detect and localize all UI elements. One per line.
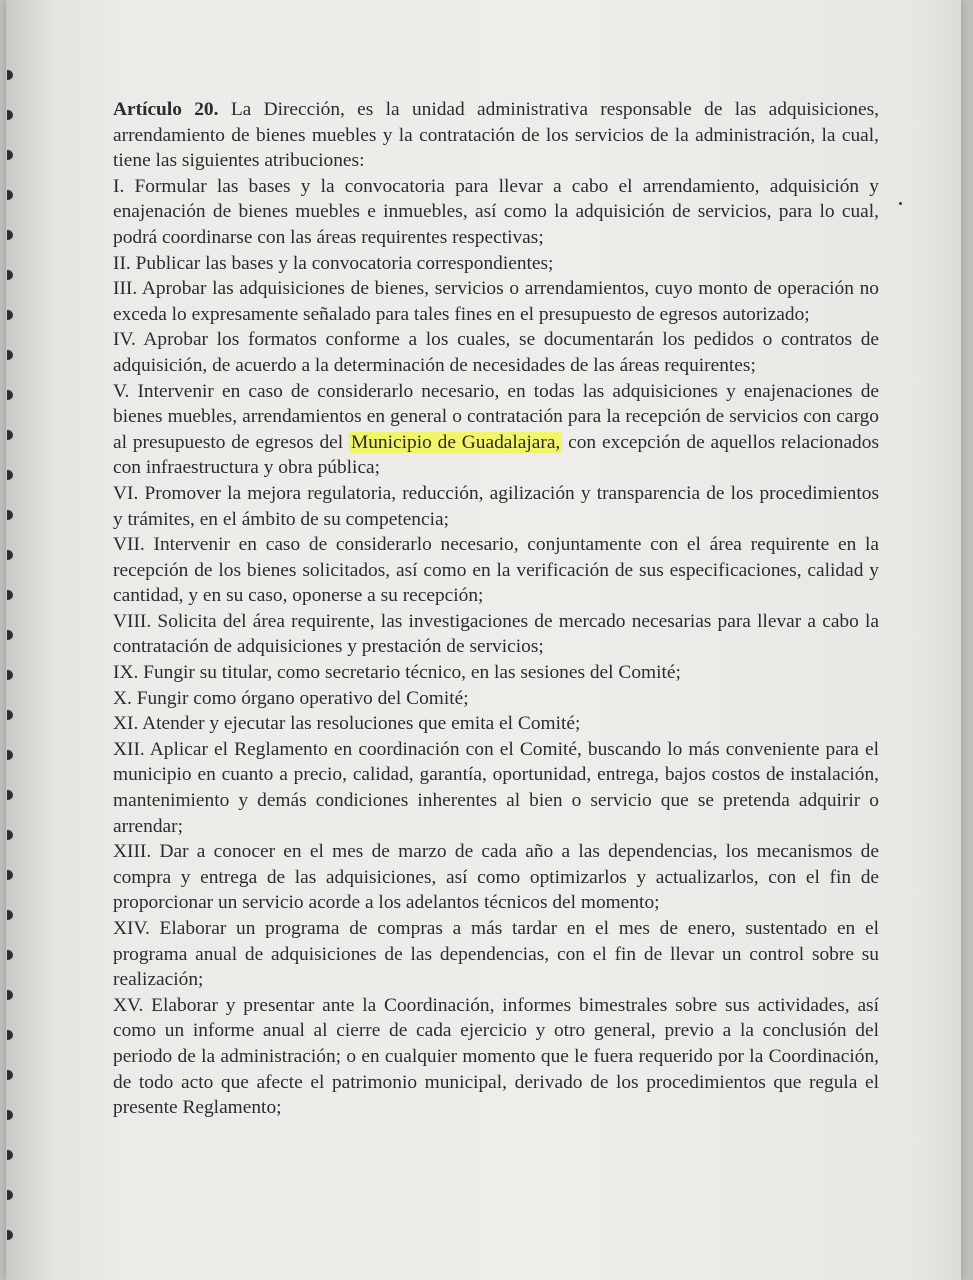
item-v-before: V. Intervenir en caso de considerarlo necesario, en todas las adquisiciones y enajenaciones de bienes muebles, arrendamientos en general o contratación para la recepción de servicios con cargo al presupuesto de egresos del	[113, 380, 879, 453]
list-item-xii: XII. Aplicar el Reglamento en coordinación con el Comité, buscando lo más conveniente para el municipio en cuanto a precio, calidad, garantía, oportunidad, entrega, bajos costos de instalación, mantenimiento y demás condiciones inherentes al bien o servicio que se pretenda adquirir o arrendar;	[113, 738, 879, 837]
article-heading: Artículo 20.	[113, 99, 219, 120]
highlighted-municipio: Municipio de Guadalajara,	[350, 431, 561, 453]
list-item-ix: IX. Fungir su titular, como secretario técnico, en las sesiones del Comité;	[113, 662, 681, 684]
list-item-vi: VI. Promover la mejora regulatoria, reducción, agilización y transparencia de los procedimientos y trámites, en el ámbito de su competencia;	[113, 482, 879, 530]
list-item-xiii: XIII. Dar a conocer en el mes de marzo de cada año a las dependencias, los mecanismos de compra y entrega de las adquisiciones, así como optimizarlos y actualizarlos, con el fin de proporcionar un servicio acorde a los adelantos técnicos del momento;	[113, 841, 879, 914]
article-intro	[113, 97, 879, 174]
list-item-xi: XI. Atender y ejecutar las resoluciones que emita el Comité;	[113, 713, 581, 735]
list-item-iv: IV. Aprobar los formatos conforme a los cuales, se documentarán los pedidos o contratos de adquisición, de acuerdo a la determinación de necesidades de las áreas requirentes;	[113, 329, 879, 376]
document-page	[6, 0, 961, 1280]
list-item-ii: II. Publicar las bases y la convocatoria correspondientes;	[113, 252, 554, 274]
paper-speck	[899, 202, 902, 205]
list-item-viii: VIII. Solicita del área requirente, las investigaciones de mercado necesarias para llevar a cabo la contratación de adquisiciones y prestación de servicios;	[113, 610, 879, 658]
list-item-i: I. Formular las bases y la convocatoria para llevar a cabo el arrendamiento, adquisición y enajenación de bienes muebles e inmuebles, así como la adquisición de servicios, para lo cual, podrá coordinarse con las áreas requirentes respectivas;	[113, 175, 879, 248]
list-item-xiv: XIV. Elaborar un programa de compras a más tardar en el mes de enero, sustentado en el programa anual de adquisiciones de las dependencias, con el fin de llevar un control sobre su realización;	[113, 918, 879, 991]
item-v-after: con excepción de aquellos relacionados con infraestructura y obra pública;	[113, 431, 879, 479]
article-intro-text: La Dirección, es la unidad administrativa responsable de las adquisiciones, arrendamiento de bienes muebles y la contratación de los servicios de la administración, la cual, tiene las siguientes atribuciones:	[113, 99, 880, 172]
list-item-x: X. Fungir como órgano operativo del Comité;	[113, 687, 469, 709]
list-item-iii: III. Aprobar las adquisiciones de bienes, servicios o arrendamientos, cuyo monto de operación no exceda lo expresamente señalado para tales fines en el presupuesto de egresos autorizado;	[113, 278, 879, 325]
list-item-xv: XV. Elaborar y presentar ante la Coordinación, informes bimestrales sobre sus actividades, así como un informe anual al cierre de cada ejercicio y otro general, previo a la conclusión del periodo de la administración; o en cualquier momento que le fuera requerido por la Coordinación, de todo acto que afecte el patrimonio municipal, derivado de los procedimientos que regula el presente Reglamento;	[113, 994, 879, 1119]
binding-holes	[6, 0, 18, 1280]
article-body	[113, 97, 879, 1121]
list-item-v	[113, 379, 879, 481]
list-item-vii: VII. Intervenir en caso de considerarlo necesario, conjuntamente con el área requirente en la recepción de los bienes solicitados, así como en la verificación de sus especificaciones, calidad y cantidad, y en su caso, oponerse a su recepción;	[113, 534, 879, 607]
